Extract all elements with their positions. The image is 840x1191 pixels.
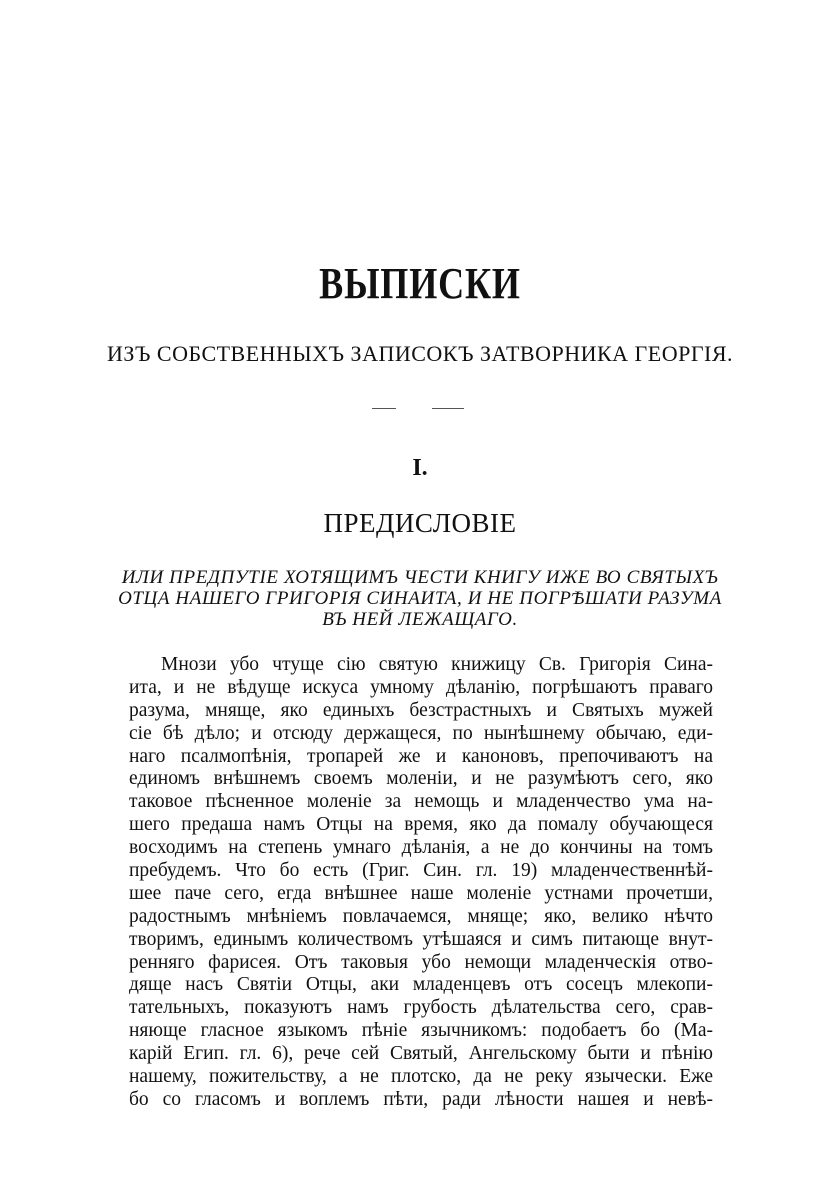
- decorative-rule-right: [432, 408, 464, 409]
- body-line: радостнымъ мнѣніемъ повлачаемся, мняще; яко, велико нѣчто: [129, 905, 713, 927]
- body-line: восходимъ на степень умнаго дѣланія, а не до кончины на томъ: [129, 837, 713, 859]
- page-subtitle: ИЗЪ СОБСТВЕННЫХЪ ЗАПИСОКЪ ЗАТВОРНИКА ГЕОРГІЯ.: [106, 341, 734, 366]
- body-line: бо со гласомъ и воплемъ пѣти, ради лѣности нашея и невѣ-: [129, 1088, 713, 1110]
- body-line: наго псалмопѣнія, тропарей же и каноновъ, препочиваютъ на: [129, 745, 713, 767]
- section-heading: ПРЕДИСЛОВІЕ: [323, 508, 517, 538]
- body-line: карій Егип. гл. 6), рече сей Святый, Ангельскому быти и пѣнію: [129, 1043, 713, 1065]
- section-number: I.: [412, 455, 428, 481]
- heading-subtitle-line: ВЪ НЕЙ ЛЕЖАЩАГО.: [322, 609, 518, 630]
- body-line: единомъ внѣшнемъ своемъ моленіи, и не разумѣютъ сего, яко: [129, 768, 713, 790]
- heading-subtitle-line: ОТЦА НАШЕГО ГРИГОРІЯ СИНАИТА, И НЕ ПОГРѢШАТИ РАЗУМА: [118, 588, 722, 609]
- body-line: дяще насъ Святіи Отцы, аки младенцевъ отъ сосецъ млекопи-: [129, 974, 713, 996]
- body-line: ренняго фарисея. Отъ таковыя убо немощи младенческія отво-: [129, 951, 713, 973]
- body-text: [129, 654, 713, 1112]
- heading-subtitle-line: ИЛИ ПРЕДПУТІЕ ХОТЯЩИМЪ ЧЕСТИ КНИГУ ИЖЕ ВО СВЯТЫХЪ: [121, 567, 719, 588]
- body-line: таковое пѣсненное моленіе за немощь и младенчество ума на-: [129, 791, 713, 813]
- body-line: нашему, пожительству, а не плотско, да не реку язычески. Еже: [129, 1066, 713, 1088]
- body-line: сіе бѣ дѣло; и отсюду держащеся, по нынѣшнему обычаю, еди-: [129, 722, 713, 744]
- body-line: шее паче сего, егда внѣшнее наше моленіе устнами прочетши,: [129, 882, 713, 904]
- body-line: пребудемъ. Что бо есть (Григ. Син. гл. 19) младенчественнѣй-: [129, 860, 713, 882]
- body-line: разума, мняще, яко единыхъ безстрастныхъ и Святыхъ мужей: [129, 699, 713, 721]
- body-line: Мнози убо чтуще сію святую книжицу Св. Григорія Сина-: [161, 654, 713, 675]
- body-line: шего предаша намъ Отцы на время, яко да помалу обучающеся: [129, 814, 713, 836]
- page-title: ВЫПИСКИ: [319, 259, 521, 308]
- body-line: ита, и не вѣдуще искуса умному дѣланію, погрѣшаютъ праваго: [129, 676, 713, 698]
- body-line: тательныхъ, показуютъ намъ грубость дѣлательства сего, срав-: [129, 997, 713, 1019]
- body-line: творимъ, единымъ количествомъ утѣшаяся и симъ питающе внут-: [129, 928, 713, 950]
- decorative-rule-left: [372, 408, 396, 409]
- body-line: няюще гласное языкомъ пѣніе язычникомъ: подобаетъ бо (Ма-: [129, 1020, 713, 1042]
